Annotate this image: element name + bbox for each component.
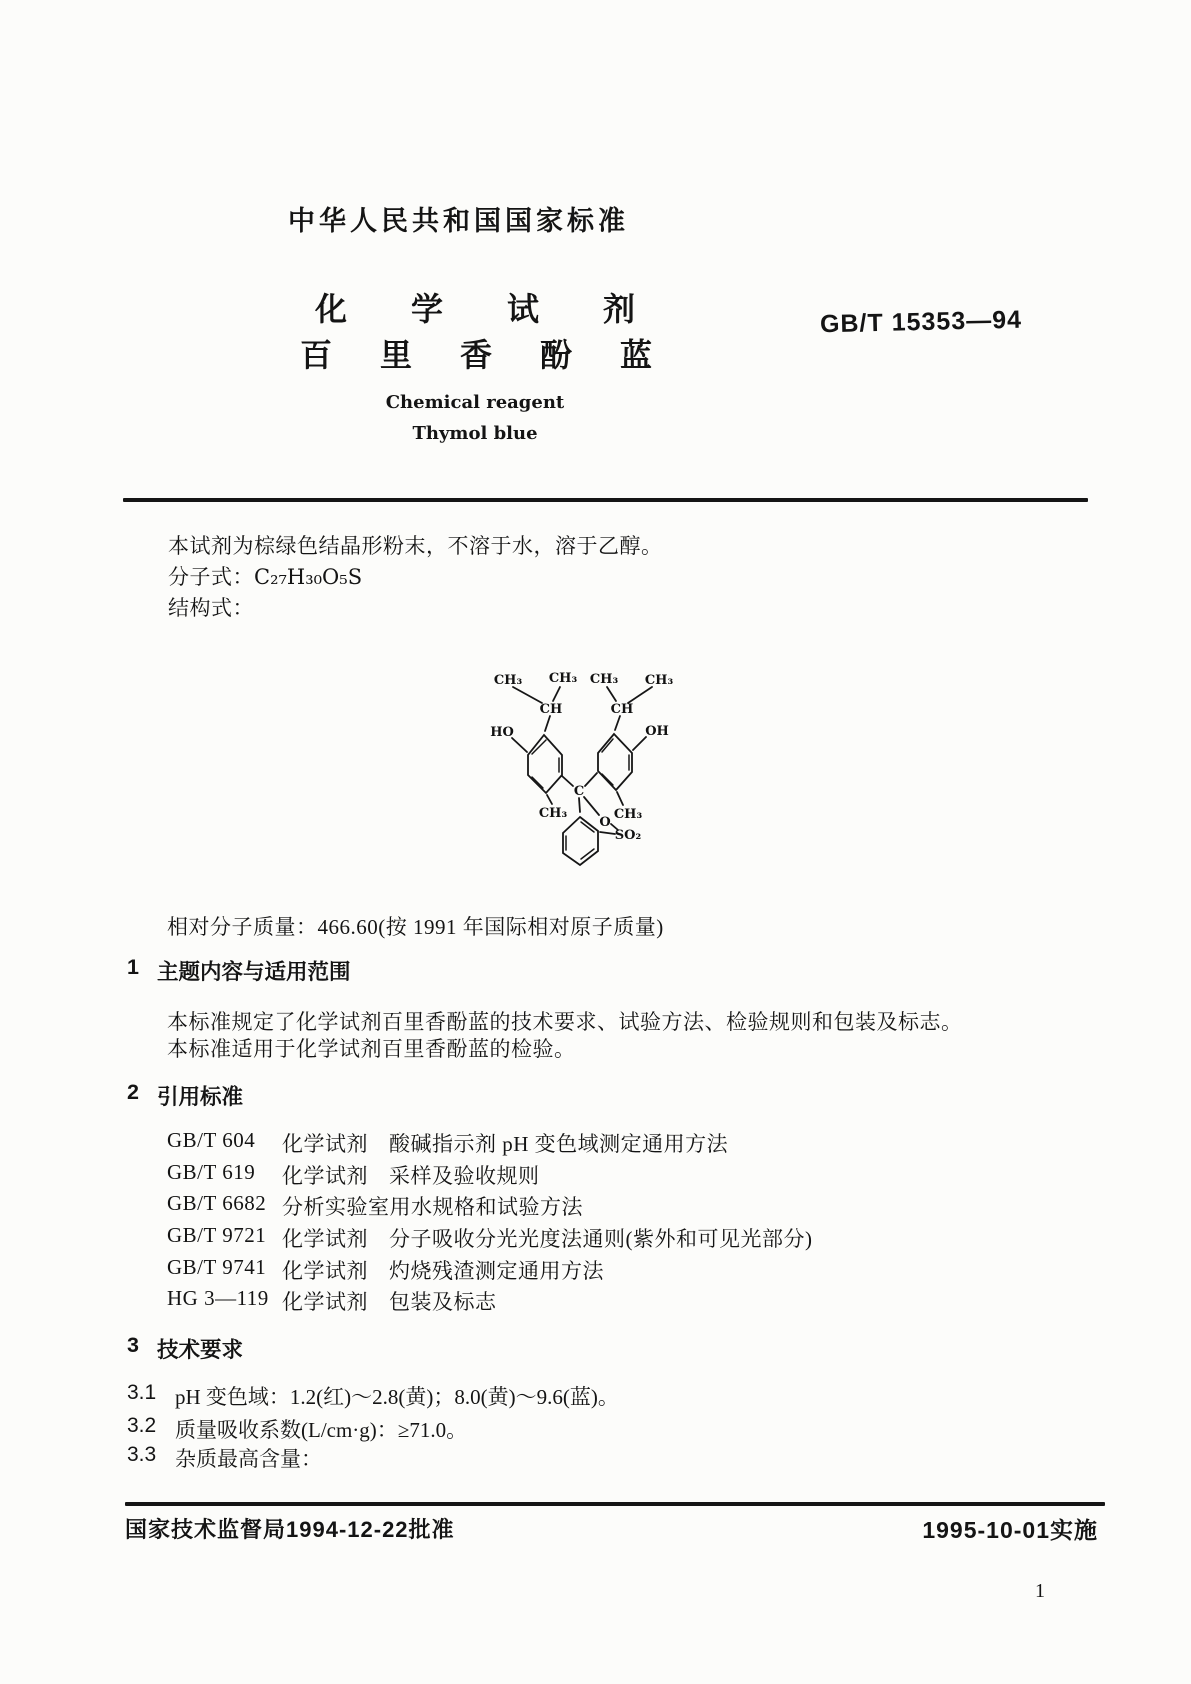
document-title-en <box>290 392 660 444</box>
ch3-group-label: CH₃ <box>589 672 619 687</box>
central-carbon-label: C <box>573 784 585 799</box>
molecular-formula-label: 分子式： <box>168 565 254 589</box>
reference-code: GB/T 9721 <box>167 1223 267 1247</box>
reference-qualifier: 化学试剂 <box>282 1164 368 1188</box>
document-title-cn-line1: 化学试剂 <box>315 291 700 327</box>
clause-row <box>127 1414 467 1444</box>
clause-number: 3.1 <box>127 1381 157 1404</box>
reference-code: GB/T 619 <box>167 1160 256 1184</box>
oh-group-label: OH <box>645 724 669 739</box>
reference-title: 分子吸收分光光度法通则(紫外和可见光部分) <box>389 1227 813 1251</box>
molar-mass-line: 相对分子质量：466.60(按 1991 年国际相对原子质量) <box>167 915 664 939</box>
reference-title: 包装及标志 <box>389 1290 497 1314</box>
reference-row <box>167 1160 540 1190</box>
reference-qualifier: 化学试剂 <box>282 1132 368 1156</box>
reference-title: 分析实验室用水规格和试验方法 <box>282 1195 583 1219</box>
reference-row <box>167 1128 728 1158</box>
section-number: 2 <box>127 1080 139 1104</box>
national-standard-header: 中华人民共和国国家标准 <box>288 206 629 236</box>
section-title: 主题内容与适用范围 <box>157 960 351 984</box>
document-title-cn-line2: 百里香酚蓝 <box>300 337 701 373</box>
clause-number: 3.2 <box>127 1414 157 1437</box>
clause-number: 3.3 <box>127 1443 157 1466</box>
section-2-heading <box>127 1080 243 1111</box>
standard-number: GB/T 15353—94 <box>819 305 1023 339</box>
page-number: 1 <box>1035 1580 1045 1602</box>
molecular-formula: C₂₇H₃₀O₅S <box>254 565 363 589</box>
reference-row <box>167 1255 604 1285</box>
ch3-group-label: CH₃ <box>538 806 568 821</box>
section-number: 3 <box>127 1333 139 1357</box>
header-divider <box>123 498 1088 502</box>
ch-group-label: CH <box>610 702 634 717</box>
reference-code: GB/T 9741 <box>167 1255 267 1279</box>
reference-title: 灼烧残渣测定通用方法 <box>389 1259 604 1283</box>
clause-row <box>127 1443 322 1473</box>
so2-group-label: SO₂ <box>614 828 642 843</box>
clause-text: pH 变色域：1.2(红)～2.8(黄)；8.0(黄)～9.6(蓝)。 <box>175 1385 619 1409</box>
reference-qualifier: 化学试剂 <box>282 1227 368 1251</box>
section-title: 技术要求 <box>157 1338 244 1362</box>
molecular-formula-line <box>168 561 362 591</box>
section-number: 1 <box>127 955 139 979</box>
section-1-paragraph: 本标准适用于化学试剂百里香酚蓝的检验。 <box>167 1037 576 1061</box>
section-3-heading <box>127 1333 243 1364</box>
structure-label: 结构式： <box>168 596 254 620</box>
reagent-description: 本试剂为棕绿色结晶形粉末，不溶于水，溶于乙醇。 <box>168 534 663 558</box>
reference-row <box>167 1223 813 1253</box>
implementation-note: 1995-10-01实施 <box>922 1517 1098 1543</box>
thymol-blue-structure-diagram <box>480 658 715 893</box>
section-1-paragraph: 本标准规定了化学试剂百里香酚蓝的技术要求、试验方法、检验规则和包装及标志。 <box>167 1010 963 1034</box>
reference-code: GB/T 6682 <box>167 1191 267 1215</box>
oxygen-label: O <box>599 815 611 830</box>
ch-group-label: CH <box>539 702 563 717</box>
reference-code: HG 3—119 <box>167 1286 269 1310</box>
reference-row <box>167 1286 497 1316</box>
section-1-heading <box>127 955 351 986</box>
reference-title: 采样及验收规则 <box>389 1164 540 1188</box>
ho-group-label: HO <box>490 725 514 740</box>
title-en-line1: Chemical reagent <box>385 392 565 413</box>
clause-text: 杂质最高含量： <box>175 1447 322 1471</box>
reference-title: 酸碱指示剂 pH 变色域测定通用方法 <box>389 1132 729 1156</box>
title-en-line2: Thymol blue <box>412 423 538 444</box>
ch3-group-label: CH₃ <box>613 807 643 822</box>
footer-divider <box>125 1502 1105 1506</box>
reference-code: GB/T 604 <box>167 1128 256 1152</box>
approval-note: 国家技术监督局1994-12-22批准 <box>125 1517 455 1542</box>
reference-qualifier: 化学试剂 <box>282 1259 368 1283</box>
clause-row <box>127 1381 619 1411</box>
clause-text: 质量吸收系数(L/cm·g)：≥71.0。 <box>175 1418 468 1442</box>
section-title: 引用标准 <box>157 1085 244 1109</box>
reference-qualifier: 化学试剂 <box>282 1290 368 1314</box>
ch3-group-label: CH₃ <box>548 671 578 686</box>
ch3-group-label: CH₃ <box>644 673 674 688</box>
ch3-group-label: CH₃ <box>493 673 523 688</box>
reference-row <box>167 1191 583 1221</box>
